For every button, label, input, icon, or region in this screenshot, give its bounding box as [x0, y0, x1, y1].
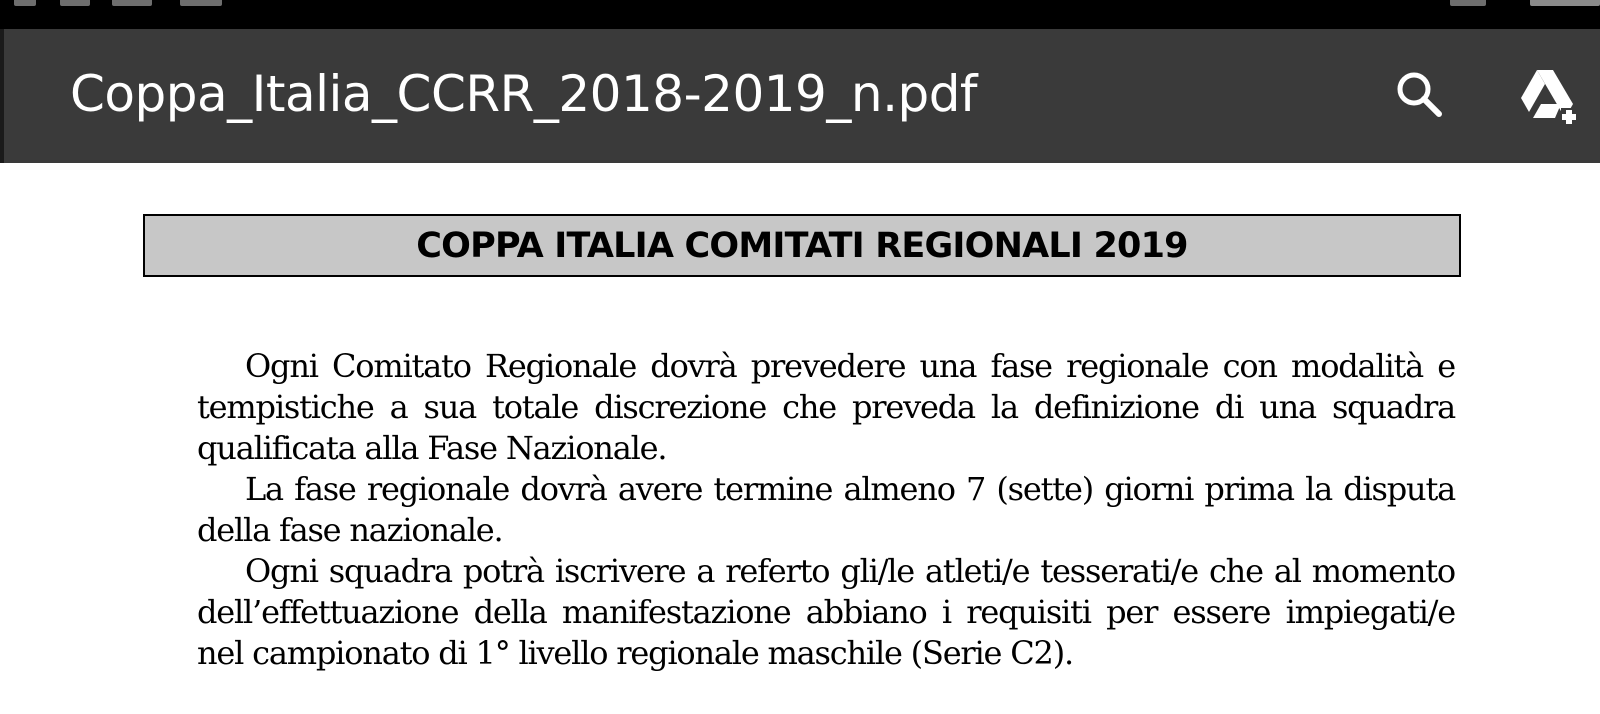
- battery-icon: [1530, 0, 1600, 6]
- search-icon: [1391, 66, 1447, 122]
- status-icon: [60, 0, 90, 6]
- toolbar-edge: [0, 29, 4, 163]
- paragraph: Ogni squadra potrà iscrivere a referto gli/le atleti/e tesserati/e che al momento dell’effettuazione della manifestazione abbiano i requisiti per essere impiegati/e nel campionato di 1° livello regionale maschile (Serie C2).: [197, 552, 1455, 672]
- status-icon: [180, 0, 222, 6]
- status-icon: [1450, 0, 1486, 6]
- document-heading-box: [143, 214, 1461, 277]
- status-bar: [0, 0, 1600, 29]
- add-to-drive-icon: [1515, 62, 1579, 126]
- pdf-page[interactable]: [0, 163, 1600, 714]
- document-body: [197, 346, 1455, 674]
- document-heading: COPPA ITALIA COMITATI REGIONALI 2019: [416, 225, 1188, 266]
- status-icon: [14, 0, 36, 6]
- paragraph: La fase regionale dovrà avere termine almeno 7 (sette) giorni prima la disputa della fase nazionale.: [197, 470, 1455, 549]
- add-to-drive-button[interactable]: [1512, 59, 1582, 129]
- status-icon: [112, 0, 152, 6]
- search-button[interactable]: [1384, 59, 1454, 129]
- paragraph: Ogni Comitato Regionale dovrà prevedere una fase regionale con modalità e tempistiche a sua totale discrezione che preveda la definizione di una squadra qualificata alla Fase Nazionale.: [197, 347, 1455, 467]
- app-toolbar: [0, 29, 1600, 163]
- document-title: Coppa_Italia_CCRR_2018-2019_n.pdf: [70, 65, 978, 123]
